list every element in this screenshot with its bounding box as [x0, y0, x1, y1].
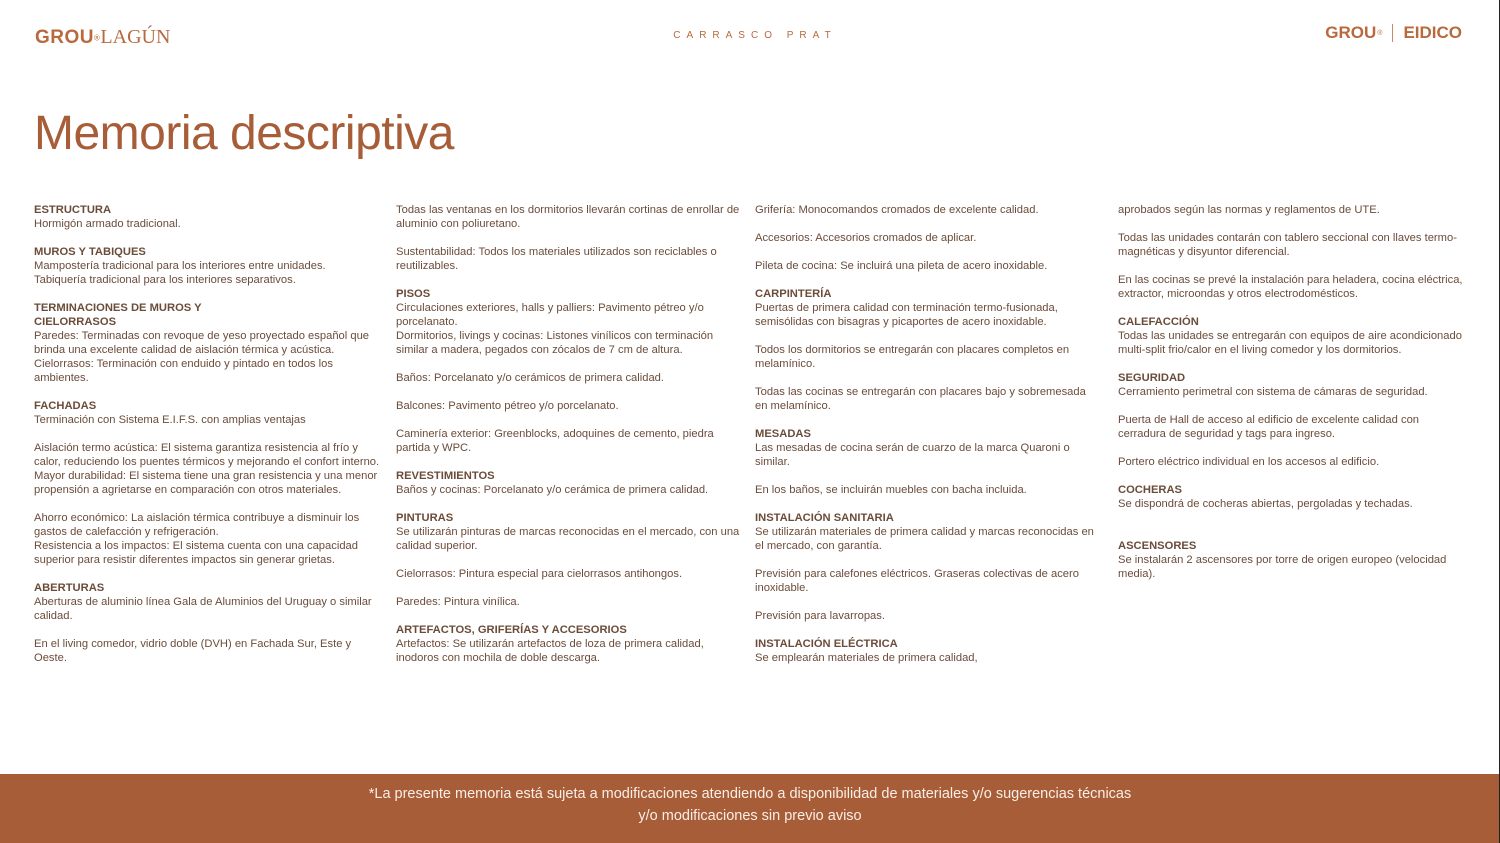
- logo-eidico-text: EIDICO: [1403, 23, 1462, 42]
- section-terminaciones: [34, 301, 380, 385]
- project-name: CARRASCO PRAT: [673, 30, 837, 41]
- header: [0, 0, 1500, 70]
- section-text: Resistencia a los impactos: El sistema cuenta con una capacidad superior para resistir diferentes impactos sin generar grietas.: [34, 540, 358, 566]
- section-text: Las mesadas de cocina serán de cuarzo de la marca Quaroni o similar.: [755, 442, 1070, 468]
- logo-lagun-text: LAGÚN: [100, 26, 171, 48]
- section-text: Cerramiento perimetral con sistema de cámaras de seguridad.: [1118, 386, 1428, 398]
- section-text: Puerta de Hall de acceso al edificio de excelente calidad con cerradura de seguridad y tags para ingreso.: [1118, 414, 1420, 440]
- section-text: Hormigón armado tradicional.: [34, 218, 181, 230]
- section-text: Todos los dormitorios se entregarán con placares completos en melamínico.: [755, 344, 1070, 370]
- section-heading: MESADAS: [755, 428, 811, 440]
- section-muros: [34, 245, 380, 287]
- grou-eidico-logo: [1325, 23, 1462, 43]
- section-text: Mampostería tradicional para los interiores entre unidades.: [34, 260, 326, 272]
- fachadas-details-2: [34, 511, 380, 567]
- section-text: Portero eléctrico individual en los accesos al edificio.: [1118, 456, 1380, 468]
- column-2: [396, 203, 740, 679]
- fachadas-details: [34, 441, 380, 497]
- section-heading: PISOS: [396, 288, 431, 300]
- section-text: Se utilizarán materiales de primera calidad y marcas reconocidas en el mercado, con garantía.: [755, 526, 1094, 552]
- column-3: [755, 203, 1100, 679]
- content-columns: [0, 203, 1500, 763]
- section-cocheras: [1118, 483, 1463, 511]
- section-text: aprobados según las normas y reglamentos de UTE.: [1118, 204, 1380, 216]
- section-text: Aberturas de aluminio línea Gala de Aluminios del Uruguay o similar calidad.: [34, 596, 372, 622]
- logo-grou-text: GROU: [1325, 23, 1377, 42]
- section-heading: ARTEFACTOS, GRIFERÍAS Y ACCESORIOS: [396, 624, 627, 636]
- section-pisos: [396, 287, 740, 357]
- disclaimer-line-2: y/o modificaciones sin previo aviso: [638, 808, 862, 824]
- section-text: Se utilizarán pinturas de marcas reconocidas en el mercado, con una calidad superior.: [396, 526, 740, 552]
- section-text: En los baños, se incluirán muebles con bacha incluida.: [755, 484, 1027, 496]
- section-heading: PINTURAS: [396, 512, 454, 524]
- section-text: Todas las cocinas se entregarán con placares bajo y sobremesada en melamínico.: [755, 386, 1086, 412]
- section-text: Pileta de cocina: Se incluirá una pileta de acero inoxidable.: [755, 260, 1048, 272]
- logo-reg-mark: ®: [1377, 29, 1383, 37]
- section-text: En las cocinas se prevé la instalación para heladera, cocina eléctrica, extractor, microondas y otros electrodomésticos.: [1118, 274, 1463, 300]
- section-text: Cielorrasos: Pintura especial para cielorrasos antihongos.: [396, 568, 683, 580]
- logo-reg-mark: ®: [94, 33, 101, 43]
- section-heading: MUROS Y TABIQUES: [34, 246, 146, 258]
- section-text: Accesorios: Accesorios cromados de aplicar.: [755, 232, 977, 244]
- section-text: Aislación termo acústica: El sistema garantiza resistencia al frío y calor, reduciendo los puentes térmicos y mejorando el confort interno.: [34, 442, 380, 468]
- section-text: Terminación con Sistema E.I.F.S. con amplias ventajas: [34, 414, 306, 426]
- section-heading: INSTALACIÓN SANITARIA: [755, 512, 894, 524]
- section-heading: TERMINACIONES DE MUROS Y: [34, 302, 202, 314]
- section-text: Circulaciones exteriores, halls y palliers: Pavimento pétreo y/o porcelanato.: [396, 302, 704, 328]
- section-text: Se dispondrá de cocheras abiertas, pergoladas y techadas.: [1118, 498, 1413, 510]
- section-heading: ABERTURAS: [34, 582, 105, 594]
- footer-disclaimer: [0, 774, 1500, 843]
- section-pinturas: [396, 511, 740, 553]
- section-text: Artefactos: Se utilizarán artefactos de loza de primera calidad, inodoros con mochila de doble descarga.: [396, 638, 704, 664]
- section-sanitaria: [755, 511, 1100, 553]
- section-heading: COCHERAS: [1118, 484, 1183, 496]
- section-heading: CARPINTERÍA: [755, 288, 832, 300]
- section-seguridad: [1118, 371, 1463, 399]
- section-text: Grifería: Monocomandos cromados de excelente calidad.: [755, 204, 1039, 216]
- section-estructura: [34, 203, 380, 231]
- section-heading: ASCENSORES: [1118, 540, 1197, 552]
- section-revestimientos: [396, 469, 740, 497]
- section-text: Baños: Porcelanato y/o cerámicos de primera calidad.: [396, 372, 665, 384]
- section-text: Todas las unidades se entregarán con equipos de aire acondicionado multi-split frio/calor en el living comedor y los dormitorios.: [1118, 330, 1462, 356]
- section-aberturas: [34, 581, 380, 623]
- section-ascensores: [1118, 539, 1463, 581]
- section-calefaccion: [1118, 315, 1463, 357]
- column-1: [34, 203, 380, 679]
- section-text: Previsión para lavarropas.: [755, 610, 885, 622]
- section-text: Sustentabilidad: Todos los materiales utilizados son reciclables o reutilizables.: [396, 246, 717, 272]
- section-text: Tabiquería tradicional para los interiores separativos.: [34, 274, 296, 286]
- section-text: Paredes: Pintura vinílica.: [396, 596, 520, 608]
- section-heading: CALEFACCIÓN: [1118, 316, 1199, 328]
- section-text: Caminería exterior: Greenblocks, adoquines de cemento, piedra partida y WPC.: [396, 428, 714, 454]
- section-text: Ahorro económico: La aislación térmica contribuye a disminuir los gastos de calefacción y refrigeración.: [34, 512, 360, 538]
- section-text: En el living comedor, vidrio doble (DVH) en Fachada Sur, Este y Oeste.: [34, 638, 352, 664]
- section-text: Se emplearán materiales de primera calidad,: [755, 652, 978, 664]
- section-text: Todas las unidades contarán con tablero seccional con llaves termo-magnéticas y disyuntor diferencial.: [1118, 232, 1457, 258]
- section-heading: ESTRUCTURA: [34, 204, 112, 216]
- section-text: Baños y cocinas: Porcelanato y/o cerámica de primera calidad.: [396, 484, 709, 496]
- section-heading: REVESTIMIENTOS: [396, 470, 495, 482]
- section-text: Se instalarán 2 ascensores por torre de origen europeo (velocidad media).: [1118, 554, 1447, 580]
- disclaimer-line-1: *La presente memoria está sujeta a modificaciones atendiendo a disponibilidad de materiales y/o sugerencias técnicas: [368, 786, 1132, 802]
- section-text: Paredes: Terminadas con revoque de yeso proyectado español que brinda una excelente calidad de aislación térmica y acústica.: [34, 330, 370, 356]
- page-title: Memoria descriptiva: [34, 107, 454, 160]
- section-artefactos: [396, 623, 740, 665]
- column-4: [1118, 203, 1463, 595]
- section-text: Cielorrasos: Terminación con enduido y pintado en todos los ambientes.: [34, 358, 333, 384]
- section-text: Mayor durabilidad: El sistema tiene una gran resistencia y una menor propensión a agrietarse en comparación con otros materiales.: [34, 470, 378, 496]
- section-fachadas: [34, 399, 380, 427]
- section-heading: FACHADAS: [34, 400, 97, 412]
- section-electrica: [755, 637, 1100, 665]
- section-mesadas: [755, 427, 1100, 469]
- section-heading: INSTALACIÓN ELÉCTRICA: [755, 638, 898, 650]
- section-carpinteria: [755, 287, 1100, 329]
- section-text: Puertas de primera calidad con terminación termo-fusionada, semisólidas con bisagras y picaportes de acero inoxidable.: [755, 302, 1058, 328]
- section-text: Todas las ventanas en los dormitorios llevarán cortinas de enrollar de aluminio con poliuretano.: [396, 204, 740, 230]
- section-heading: SEGURIDAD: [1118, 372, 1186, 384]
- section-heading: CIELORRASOS: [34, 316, 117, 328]
- section-text: Balcones: Pavimento pétreo y/o porcelanato.: [396, 400, 619, 412]
- section-text: Dormitorios, livings y cocinas: Listones vinílicos con terminación similar a madera, pegados con zócalos de 7 cm de altura.: [396, 330, 714, 356]
- section-text: Previsión para calefones eléctricos. Graseras colectivas de acero inoxidable.: [755, 568, 1079, 594]
- logo-grou-text: GROU: [35, 27, 94, 48]
- logo-divider: [1392, 24, 1393, 42]
